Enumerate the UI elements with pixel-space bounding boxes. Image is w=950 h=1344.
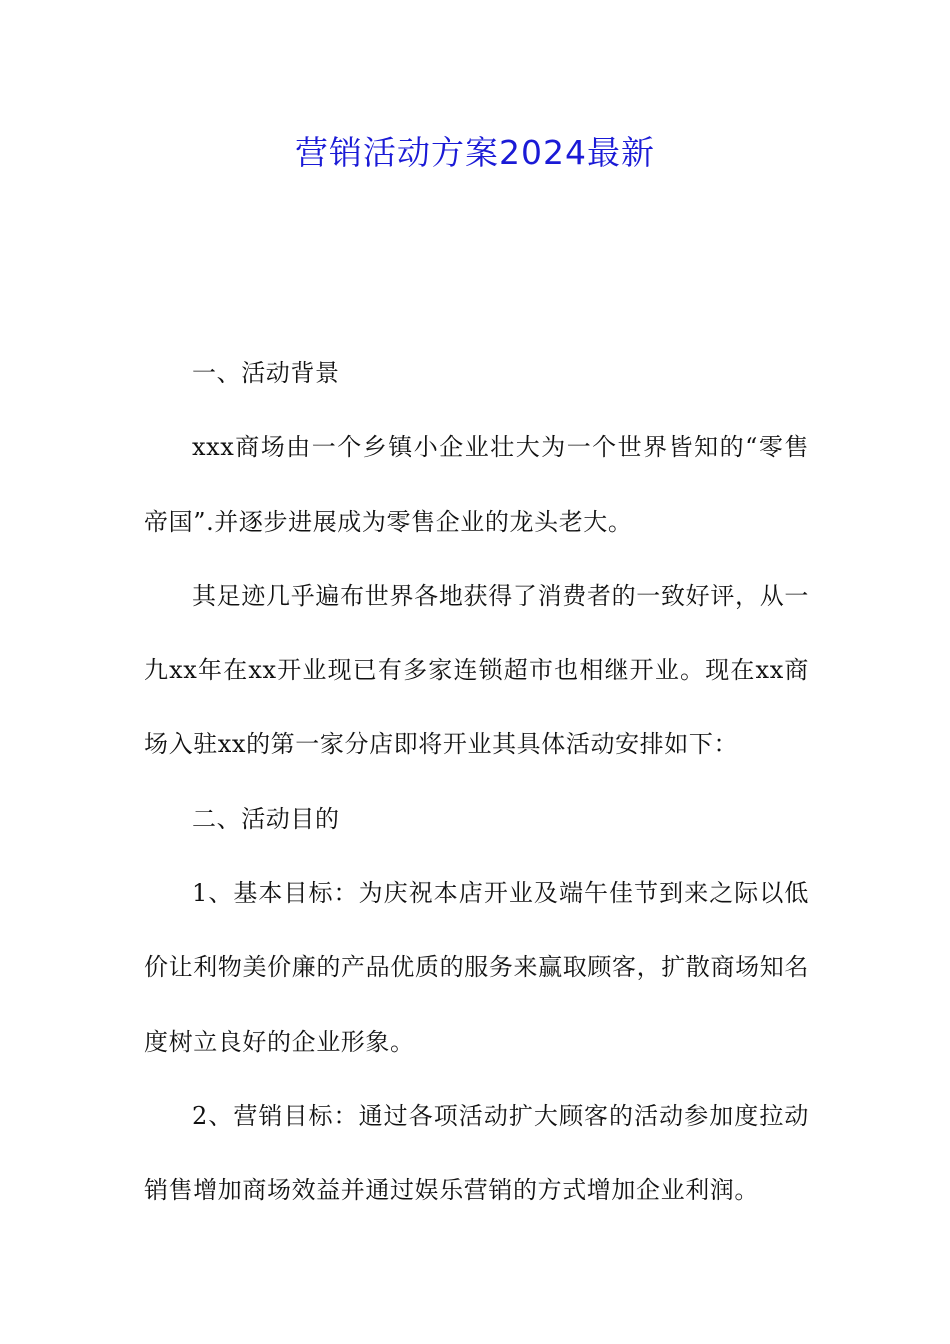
paragraph-marketing-goal: 2、营销目标：通过各项活动扩大顾客的活动参加度拉动销售增加商场效益并通过娱乐营销的方式增加企业利润。 <box>144 1101 809 1205</box>
document-title: 营销活动方案2024最新 <box>295 133 655 172</box>
paragraph-mall-intro: xxx商场由一个乡镇小企业壮大为一个世界皆知的“零售帝国”.并逐步进展成为零售企业的龙头老大。 <box>144 433 809 536</box>
paragraph-branch-opening: 其足迹几乎遍布世界各地获得了消费者的一致好评，从一九xx年在xx开业现已有多家连锁超市也相继开业。现在xx商场入驻xx的第一家分店即将开业其具体活动安排如下： <box>144 581 809 759</box>
heading-activity-background: 一、活动背景 <box>192 359 340 387</box>
document-body <box>144 336 809 1228</box>
paragraph-basic-goal: 1、基本目标：为庆祝本店开业及端午佳节到来之际以低价让利物美价廉的产品优质的服务来赢取顾客，扩散商场知名度树立良好的企业形象。 <box>144 879 809 1056</box>
heading-activity-purpose: 二、活动目的 <box>192 804 340 833</box>
